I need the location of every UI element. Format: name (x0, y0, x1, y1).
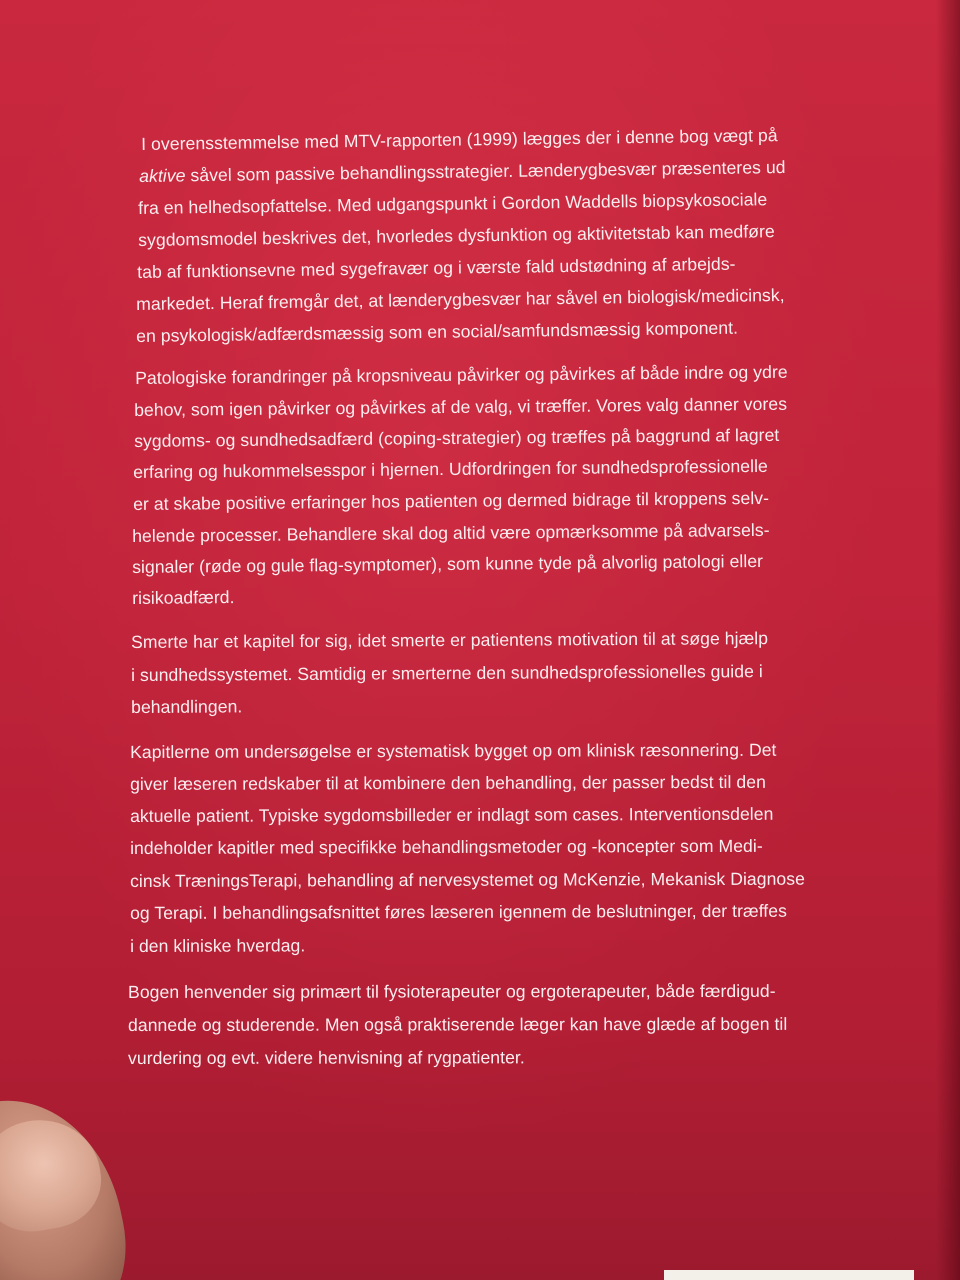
paragraph-line: dannede og studerende. Men også praktiserende læger kan have glæde af bogen til (128, 1013, 788, 1035)
paragraph-line: giver læseren redskaber til at kombinere den behandling, der passer bedst til den (130, 771, 766, 794)
paragraph-line: tab af funktionsevne med sygefravær og i værste fald udstødning af arbejds- (137, 253, 736, 282)
paragraph-line: helende processer. Behandlere skal dog altid være opmærksomme på advarsels- (132, 519, 770, 546)
paragraph-line: Bogen henvender sig primært til fysioterapeuter og ergoterapeuter, både færdigud- (128, 980, 776, 1002)
paragraph-line: Patologiske forandringer på kropsniveau påvirker og påvirkes af både indre og ydre (135, 361, 788, 388)
paragraph-line: Kapitlerne om undersøgelse er systematisk bygget op om klinisk ræsonnering. Det (130, 739, 777, 762)
paragraph-line: aktuelle patient. Typiske sygdomsbilleder er indlagt som cases. Interventionsdelen (130, 803, 774, 826)
paragraph-line: vurdering og evt. videre henvisning af rygpatienter. (128, 1047, 525, 1068)
paragraph-line: og Terapi. I behandlingsafsnittet føres læseren igennem de beslutninger, der træffes (130, 900, 787, 923)
paragraph-line: Smerte har et kapitel for sig, idet smerte er patientens motivation til at søge hjælp (131, 628, 769, 652)
paragraph-line: cinsk TræningsTerapi, behandling af nervesystemet og McKenzie, Mekanisk Diagnose (130, 868, 805, 891)
italic-word: aktive (139, 165, 186, 186)
paragraph-line: signaler (røde og gule flag-symptomer), som kunne tyde på alvorlig patologi eller (132, 550, 764, 577)
paragraph-line: risikoadfærd. (132, 587, 235, 608)
paragraph-line: I overensstemmelse med MTV-rapporten (1999) lægges der i denne bog vægt på (141, 125, 778, 154)
paragraph-line: i den kliniske hverdag. (130, 935, 306, 956)
paragraph-line: behov, som igen påvirker og påvirkes af de valg, vi træffer. Vores valg danner vores (134, 393, 788, 420)
paragraph-line-rest: såvel som passive behandlingsstrategier. Lænderygbesvær præsenteres ud (190, 156, 786, 186)
paragraph-line: sygdoms- og sundhedsadfærd (coping-strategier) og træffes på baggrund af lagret (134, 424, 780, 451)
paragraph-line: sygdomsmodel beskrives det, hvorledes dysfunktion og aktivitetstab kan medføre (138, 221, 775, 250)
paragraph-line: en psykologisk/adfærdsmæssig som en social/samfundsmæssig komponent. (136, 317, 739, 346)
paragraph-line: indeholder kapitler med specifikke behandlingsmetoder og -koncepter som Medi- (130, 835, 763, 858)
paragraph-line: fra en helhedsopfattelse. Med udgangspunkt i Gordon Waddells biopsykosociale (138, 189, 768, 218)
paragraph-line: er at skabe positive erfaringer hos patienten og dermed bidrage til kroppens selv- (133, 487, 770, 514)
paragraph-line: erfaring og hukommelsesspor i hjernen. Udfordringen for sundhedsprofessionelle (133, 455, 768, 482)
paragraph-line: i sundhedssystemet. Samtidig er smerterne den sundhedsprofessionelles guide i (131, 661, 763, 685)
paragraph-line: behandlingen. (131, 696, 243, 717)
paragraph-line: markedet. Heraf fremgår det, at lænderygbesvær har såvel en biologisk/medicinsk, (136, 284, 785, 314)
barcode-sticker-edge (664, 1270, 914, 1280)
